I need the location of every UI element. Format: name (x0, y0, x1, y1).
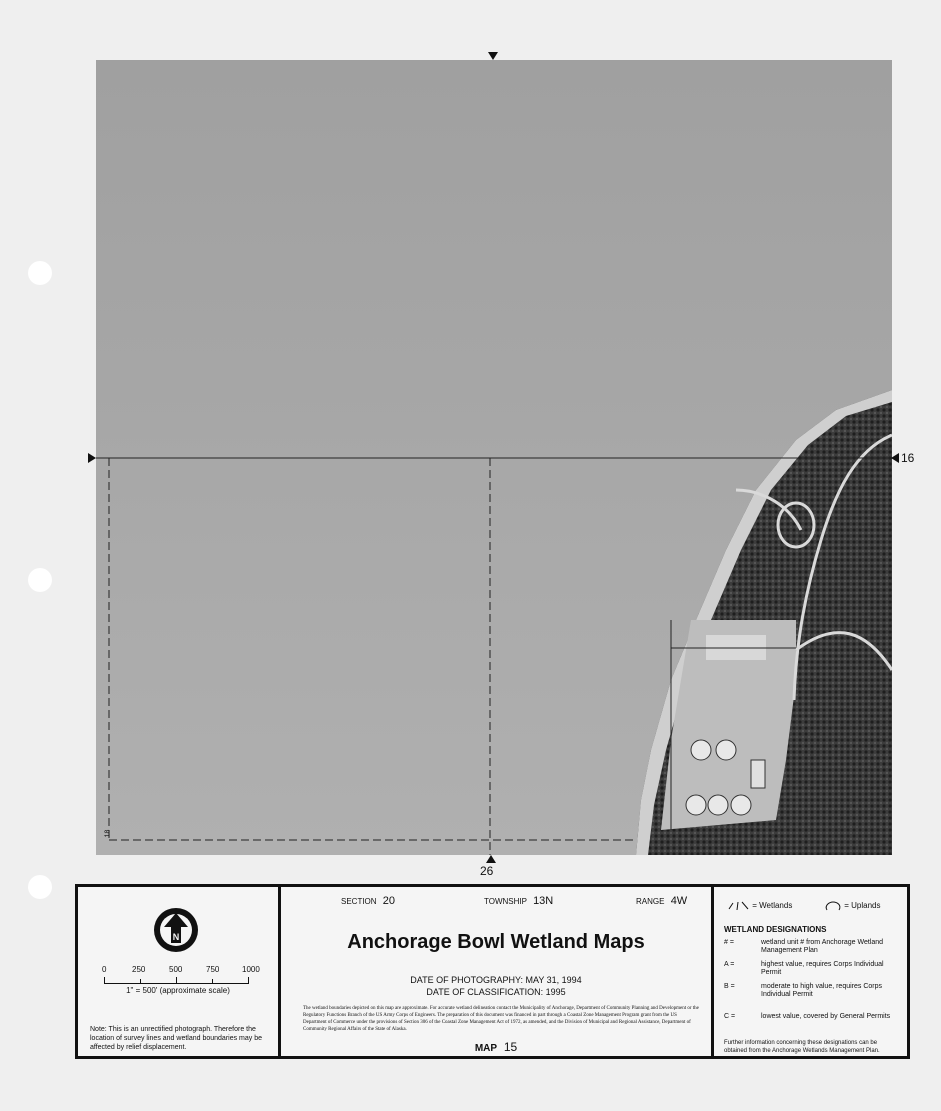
map-title: Anchorage Bowl Wetland Maps (347, 931, 645, 953)
range-label: RANGE (636, 897, 665, 906)
bottom-marker-icon (486, 855, 496, 863)
right-marker-icon (891, 453, 899, 463)
legend-box (75, 884, 910, 1059)
disclaimer-text: The wetland boundaries depicted on this map are approximate. For accurate wetland delineation contact the Municipality of Anchorage, Department of Community Planning and Development or the Regulatory Functions Branch of the US Army Corps of Engineers. The preparation of this document was financed in part through a Coastal Zone Management Program grant from the US Department of Commerce under the provisions of Section 306 of the Coastal Zone Management Act of 1972, as amended, and the Division of Municipal and Regional Assistance, Department of Community Regional Affairs of the State of Alaska. (303, 1006, 699, 1032)
designations-heading: WETLAND DESIGNATIONS (724, 925, 827, 934)
section-field (341, 895, 395, 907)
wetlands-key (728, 901, 792, 911)
designation-key: A = (724, 961, 735, 968)
section-label: SECTION (341, 897, 377, 906)
scale-tick-label: 0 (102, 965, 107, 974)
legend-left-panel (78, 887, 281, 1056)
left-marker-icon (88, 453, 96, 463)
map-number: 15 (503, 1040, 518, 1054)
photo-date: DATE OF PHOTOGRAPHY: MAY 31, 1994 (410, 975, 582, 985)
township-label: TOWNSHIP (484, 897, 527, 906)
relief-note: Note: This is an unrectified photograph. Therefore the location of survey lines and wetland boundaries may be affected by relief displacement. (90, 1026, 262, 1051)
designation-row (724, 983, 901, 1009)
scale-tick-label: 750 (206, 965, 220, 974)
classification-date: DATE OF CLASSIFICATION: 1995 (426, 987, 566, 997)
aerial-photo (96, 60, 892, 855)
range-value: 4W (670, 895, 688, 907)
scale-tick-label: 500 (169, 965, 183, 974)
right-section-label: 16 (901, 451, 915, 465)
binder-hole (28, 261, 52, 285)
scale-tick-label: 1000 (242, 965, 260, 974)
township-value: 13N (533, 895, 554, 907)
further-info: Further information concerning these designations can be obtained from the Anchorage Wetlands Management Plan. (724, 1040, 880, 1054)
uplands-label: = Uplands (844, 901, 881, 911)
township-field (484, 895, 553, 907)
designation-key: # = (724, 939, 734, 946)
designation-key: B = (724, 983, 735, 990)
legend-center-panel (281, 887, 714, 1056)
map-label: MAP (474, 1043, 498, 1054)
svg-text:N: N (172, 932, 180, 942)
bottom-section-label: 26 (480, 864, 494, 878)
binder-hole (28, 568, 52, 592)
uplands-key (824, 901, 880, 911)
legend-right-panel (714, 887, 907, 1056)
designation-key: C = (724, 1013, 736, 1020)
binder-hole (28, 875, 52, 899)
section-value: 20 (382, 895, 396, 907)
designation-row (724, 961, 901, 979)
scale-tick-label: 250 (132, 965, 146, 974)
range-field (636, 895, 687, 907)
uplands-symbol-icon (824, 901, 842, 911)
designation-row (724, 1013, 901, 1031)
aerial-photo-art (96, 60, 892, 855)
corner-section-number: 18 (104, 829, 112, 838)
designation-text: wetland unit # from Anchorage Wetland Management Plan (761, 939, 884, 954)
wetlands-label: = Wetlands (752, 901, 793, 911)
designation-text: lowest value, covered by General Permits (761, 1013, 891, 1020)
designation-text: moderate to high value, requires Corps Individual Permit (761, 983, 883, 998)
scale-caption: 1" = 500' (approximate scale) (126, 986, 230, 995)
map-number-field (281, 1040, 711, 1054)
designation-row (724, 939, 901, 957)
wetlands-symbol-icon (728, 901, 750, 911)
north-arrow-icon (151, 905, 201, 955)
designation-text: highest value, requires Corps Individual Permit (761, 961, 884, 976)
top-marker-icon (488, 52, 498, 60)
